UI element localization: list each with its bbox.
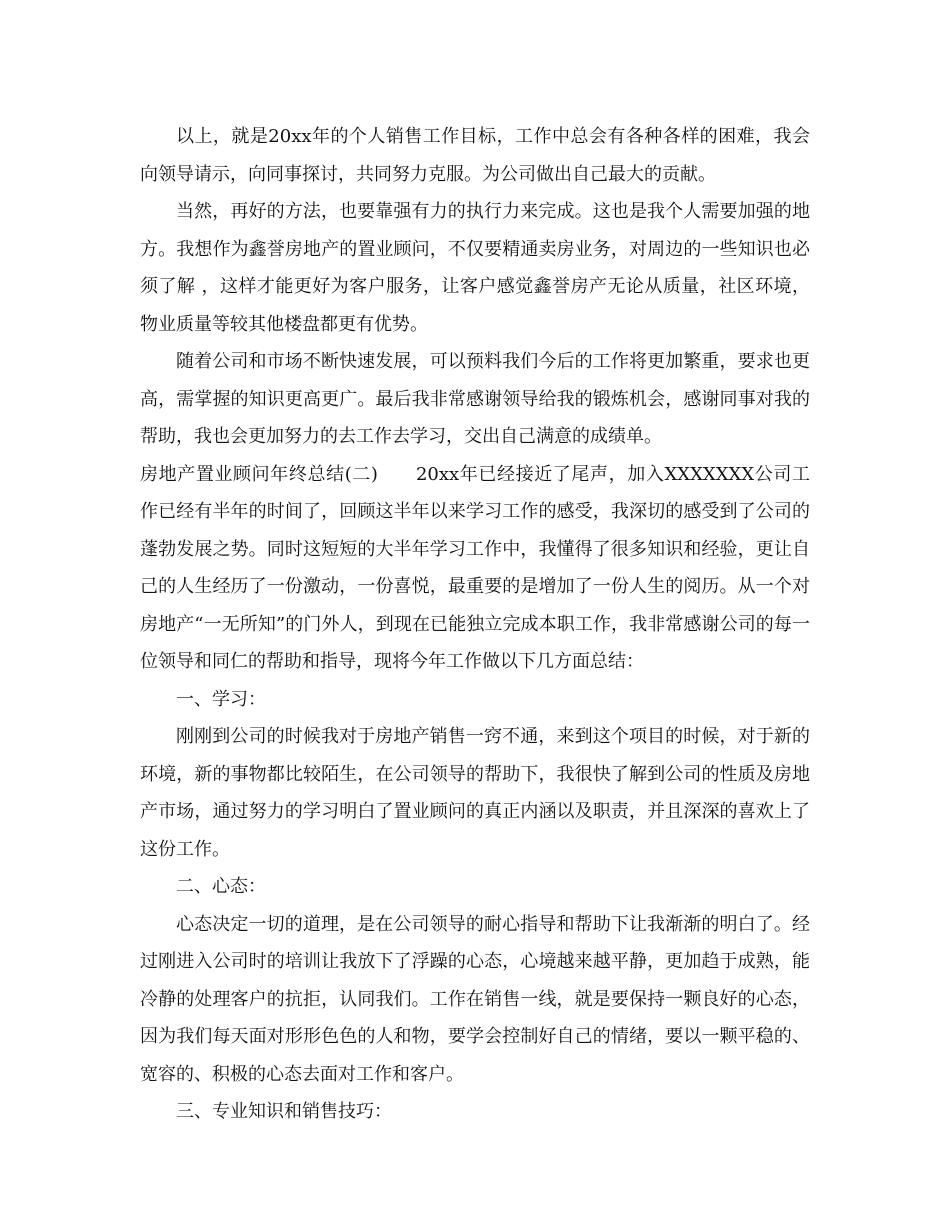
heading-professional-skills: 三、专业知识和销售技巧： [176,1101,392,1122]
paragraph-sales-goals: 以上，就是20xx年的个人销售工作目标，工作中总会有各种各样的困难，我会向领导请示，向同事探讨，共同努力克服。为公司做出自己最大的贡献。 [140,126,810,185]
paragraph-learning: 刚刚到公司的时候我对于房地产销售一窍不通，来到这个项目的时候，对于新的环境，新的事物都比较陌生，在公司领导的帮助下，我很快了解到公司的性质及房地产市场，通过努力的学习明白了置业顾问的真正内涵以及职责，并且深深的喜欢上了这份工作。 [140,726,810,860]
section-title: 房地产置业顾问年终总结(二) [140,463,378,485]
paragraph-execution: 当然，再好的方法，也要靠强有力的执行力来完成。这也是我个人需要加强的地方。我想作为鑫誉房地产的置业顾问，不仅要精通卖房业务，对周边的一些知识也必须了解 ，这样才能更好为客户服务，让客户感觉鑫誉房产无论从质量，社区环境，物业质量等较其他楼盘都更有优势。 [140,201,810,335]
heading-mindset: 二、心态： [176,876,266,897]
summary-intro-text: 20xx年已经接近了尾声，加入XXXXXXX公司工作已经有半年的时间了，回顾这半年以来学习工作的感受，我深切的感受到了公司的蓬勃发展之势。同时这短短的大半年学习工作中，我懂得了很多知识和经验，更让自己的人生经历了一份激动，一份喜悦，最重要的是增加了一份人生的阅历。从一个对房地产“一无所知”的门外人，到现在已能独立完成本职工作，我非常感谢公司的每一位领导和同仁的帮助和指导，现将今年工作做以下几方面总结： [140,463,810,672]
heading-learning: 一、学习： [176,688,266,710]
paragraph-summary-intro [140,456,810,681]
paragraph-development: 随着公司和市场不断快速发展，可以预料我们今后的工作将更加繁重，要求也更高，需掌握的知识更高更广。最后我非常感谢领导给我的锻炼机会，感谢同事对我的帮助，我也会更加努力的去工作去学习，交出自己满意的成绩单。 [140,351,810,447]
paragraph-mindset: 心态决定一切的道理，是在公司领导的耐心指导和帮助下让我渐渐的明白了。经过刚进入公司时的培训让我放下了浮躁的心态，心境越来越平静，更加趋于成熟，能冷静的处理客户的抗拒，认同我们。工作在销售一线，就是要保持一颗良好的心态，因为我们每天面对形形色色的人和物，要学会控制好自己的情绪，要以一颗平稳的、宽容的、积极的心态去面对工作和客户。 [140,913,810,1085]
